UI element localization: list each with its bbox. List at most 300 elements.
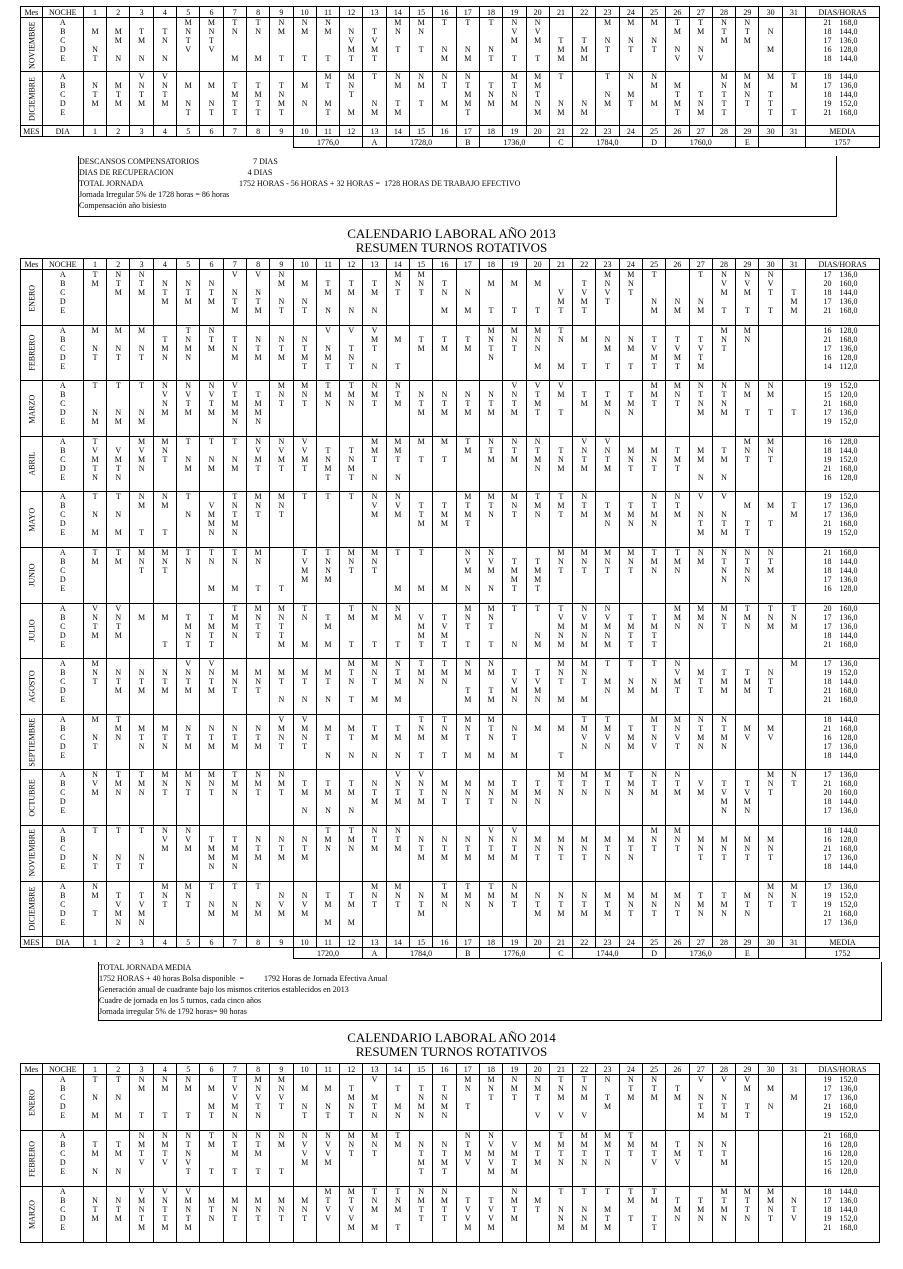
shift-cell: M N T (759, 436, 782, 492)
shift-cell: N T M (549, 881, 572, 937)
footer-day: 4 (153, 126, 176, 137)
shift-cell: M T N (479, 492, 502, 548)
col-header-day: 29 (736, 259, 759, 270)
shift-cell: T M N (503, 770, 526, 826)
shift-cell: N T M (293, 825, 316, 881)
shift-cell: N T M (130, 270, 153, 326)
month-label: DICIEMBRE (21, 881, 43, 937)
header-row (21, 259, 880, 270)
col-header-day: 2 (107, 1064, 130, 1075)
col-header-day: 8 (246, 7, 269, 18)
footer-day: 5 (177, 937, 200, 948)
shift-cell: M N T (736, 825, 759, 881)
shift-cell: T M (386, 1131, 409, 1187)
shift-cell: N T M T (246, 1131, 269, 1187)
month-row (21, 325, 880, 381)
footer-day: 10 (293, 937, 316, 948)
shift-cell: N M T (386, 603, 409, 659)
shift-cell: T M (433, 325, 456, 381)
shift-cell: M T (386, 325, 409, 381)
footer-day: 12 (340, 126, 363, 137)
subtotal-row (21, 948, 880, 959)
shift-cell: M N T M (549, 659, 572, 715)
col-header-day: 21 (549, 7, 572, 18)
shift-cell: V N T M (107, 603, 130, 659)
shift-cell: V N T M (573, 436, 596, 492)
shift-cell: T M M (433, 492, 456, 548)
shift-cell: N T M (456, 825, 479, 881)
shift-cell: T N M (223, 547, 246, 603)
shift-cell: V N T M (246, 270, 269, 326)
shift-cell: M N T (386, 270, 409, 326)
col-header-day: 18 (479, 259, 502, 270)
team-labels: A B C D E (42, 325, 83, 381)
shift-cell: N M (573, 72, 596, 126)
col-header-day: 22 (573, 7, 596, 18)
shift-cell: T N M (479, 72, 502, 126)
shift-cell: N T M N (526, 436, 549, 492)
shift-cell: M N T (293, 381, 316, 437)
shift-cell: M V M N (130, 436, 153, 492)
shift-cell: N V V M (293, 1131, 316, 1187)
shift-cell: T M N (456, 881, 479, 937)
shift-cell: N M T (363, 381, 386, 437)
shift-cell: N T M (83, 72, 106, 126)
footer-day: 17 (456, 126, 479, 137)
shift-cell: N T M (503, 436, 526, 492)
shift-cell: V V M T (293, 436, 316, 492)
shift-cell: M N T (83, 659, 106, 715)
shift-cell: V N T M (479, 825, 502, 881)
shift-cell: M M T N (596, 1131, 619, 1187)
shift-cell: T M N (666, 547, 689, 603)
shift-cell: T N M (223, 325, 246, 381)
month-label: FEBRERO (21, 325, 43, 381)
shift-cell: N T M (479, 381, 502, 437)
subtotal-blank (21, 948, 294, 959)
shift-cell: T N M (456, 18, 479, 72)
shift-cell: T M M T (526, 547, 549, 603)
shift-cell: T (270, 547, 293, 603)
col-header-day: 24 (619, 7, 642, 18)
shift-cell: M N T T M (270, 603, 293, 659)
shift-cell: N T M (573, 492, 596, 548)
shift-cell: T M (107, 547, 130, 603)
col-header-day: 18 (479, 1064, 502, 1075)
shift-cell: T M N (130, 18, 153, 72)
shift-cell: M N T (712, 603, 735, 659)
shift-cell: T N T (83, 825, 106, 881)
footer-day: 22 (573, 937, 596, 948)
shift-cell: M (433, 547, 456, 603)
col-header-day: 12 (340, 1064, 363, 1075)
col-header-day: 6 (200, 259, 223, 270)
shift-cell: T N M M (363, 1187, 386, 1243)
shift-cell: T M (782, 492, 805, 548)
shift-cell: T M N (712, 881, 735, 937)
month-totals: 18 144,0 17 136,0 18 144,0 19 152,0 21 168,0 (806, 72, 880, 126)
note-line: Generación anual de cuadrante bajo los mismos criterios establecidos en 2013 (99, 985, 349, 994)
shift-cell: T (340, 492, 363, 548)
shift-cell: N M T (410, 72, 433, 126)
shift-cell: V N T M (130, 72, 153, 126)
team-letter: E (736, 948, 759, 959)
col-header-day: 10 (293, 7, 316, 18)
shift-cell: N V M T (666, 659, 689, 715)
subtotal-blank (21, 137, 294, 148)
shift-cell: N V N M (153, 381, 176, 437)
shift-cell: M N T (107, 325, 130, 381)
shift-cell: T M N T (177, 603, 200, 659)
shift-cell: N T M (107, 659, 130, 715)
shift-cell: M N T (340, 547, 363, 603)
shift-cell: T M N (340, 825, 363, 881)
col-header-day: 11 (316, 259, 339, 270)
footer-day: 7 (223, 126, 246, 137)
shift-cell: M N T V (177, 18, 200, 72)
shift-cell: T M N (316, 270, 339, 326)
month-totals: 21 168,0 16 128,0 16 128,0 15 120,0 16 128,0 (806, 1131, 880, 1187)
shift-cell: T V V M (479, 1187, 502, 1243)
team-letter: D (642, 948, 665, 959)
shift-cell: N M T (619, 72, 642, 126)
shift-cell: T N M (246, 881, 269, 937)
col-header-day: 22 (573, 259, 596, 270)
shift-cell: T M N (619, 381, 642, 437)
shift-cell: N T M M T (456, 72, 479, 126)
shift-cell: N M T T (433, 1187, 456, 1243)
shift-cell: N M T (759, 381, 782, 437)
month-totals: 17 136,0 19 152,0 18 144,0 21 168,0 21 168,0 (806, 659, 880, 715)
shift-cell: N T V (782, 1187, 805, 1243)
shift-cell: T N M N (433, 1075, 456, 1131)
shift-cell: V N T M (712, 1075, 735, 1131)
shift-cell: M T N (316, 714, 339, 770)
shift-cell: T M M (736, 659, 759, 715)
col-header-day: 10 (293, 1064, 316, 1075)
col-header-day: 9 (270, 1064, 293, 1075)
shift-cell: T V M T (642, 325, 665, 381)
subtitle-2014: RESUMEN TURNOS ROTATIVOS (355, 1044, 548, 1059)
shift-cell: T M N (596, 659, 619, 715)
team-labels: A B C D E (42, 18, 83, 72)
shift-cell: M N T (363, 881, 386, 937)
shift-cell: N M T (503, 881, 526, 937)
col-header-day: 1 (83, 7, 106, 18)
shift-cell: N V M (83, 770, 106, 826)
shift-cell: T M N (107, 1131, 130, 1187)
shift-cell: T M (456, 325, 479, 381)
shift-cell: M N T (596, 547, 619, 603)
col-header-day: 18 (479, 7, 502, 18)
shift-cell: M N T (200, 770, 223, 826)
shift-cell: M N T (712, 825, 735, 881)
shift-cell: M M N (107, 18, 130, 72)
col-header-day: 25 (642, 7, 665, 18)
shift-cell (782, 714, 805, 770)
shift-cell: M T T (689, 659, 712, 715)
team-labels: A B C D E (42, 547, 83, 603)
shift-cell: N T M (363, 770, 386, 826)
shift-cell: M N T (573, 547, 596, 603)
title-2014: CALENDARIO LABORAL AÑO 2014 (347, 1030, 556, 1045)
col-header-day: 8 (246, 1064, 269, 1075)
footer-day: 19 (503, 937, 526, 948)
month-row (21, 603, 880, 659)
shift-cell: M T T T (759, 72, 782, 126)
shift-cell: M N T (549, 825, 572, 881)
col-header-day: 29 (736, 7, 759, 18)
team-subtotal: 1744,0 (573, 948, 643, 959)
shift-cell: T M V N (573, 714, 596, 770)
shift-cell: N M T (270, 770, 293, 826)
footer-day: 27 (689, 937, 712, 948)
shift-cell: N T M (386, 825, 409, 881)
team-letter: A (363, 137, 386, 148)
shift-cell: T N M (549, 436, 572, 492)
shift-cell: N T M (270, 325, 293, 381)
shift-cell: T M N (340, 270, 363, 326)
footer-media: MEDIA (806, 126, 880, 137)
shift-cell: M N T (503, 492, 526, 548)
shift-cell: T M T (666, 436, 689, 492)
team-letter: B (456, 137, 479, 148)
col-header-day: 5 (177, 7, 200, 18)
team-labels: A B C D E (42, 72, 83, 126)
col-header-day: 12 (340, 259, 363, 270)
col-header-dias-horas: DIAS/HORAS (806, 259, 880, 270)
shift-cell: M M N T (736, 72, 759, 126)
footer-day: 3 (130, 126, 153, 137)
shift-cell: M N T (153, 436, 176, 492)
footer-day: 21 (549, 126, 572, 137)
shift-cell: N V M T (246, 436, 269, 492)
team-labels: A B C D E (42, 714, 83, 770)
shift-cell: T N N M (573, 1187, 596, 1243)
col-header-day: 3 (130, 1064, 153, 1075)
team-subtotal: 1776,0 (293, 137, 363, 148)
month-totals: 16 128,0 21 168,0 17 136,0 16 128,0 14 112,0 (806, 325, 880, 381)
footer-day: 6 (200, 937, 223, 948)
shift-cell: N M T (363, 603, 386, 659)
col-header-day: 19 (503, 1064, 526, 1075)
shift-cell: T M (456, 436, 479, 492)
team-labels: A B C D E (42, 436, 83, 492)
shift-cell: N V M T (503, 18, 526, 72)
shift-cell: M N T (619, 270, 642, 326)
shift-cell: M N T (177, 72, 200, 126)
shift-cell: M T (153, 603, 176, 659)
shift-cell: N M (689, 547, 712, 603)
col-header-dias-horas: DIAS/HORAS (806, 7, 880, 18)
footer-day: 24 (619, 126, 642, 137)
shift-cell: M N T (293, 270, 316, 326)
col-header-day: 30 (759, 1064, 782, 1075)
shift-cell: T M N (666, 1187, 689, 1243)
shift-cell (759, 325, 782, 381)
month-label: FEBRERO (21, 1131, 43, 1187)
shift-cell: T N M (223, 881, 246, 937)
col-header-day: 23 (596, 1064, 619, 1075)
col-header-day: 4 (153, 7, 176, 18)
month-row (21, 436, 880, 492)
shift-cell: M T V V M (340, 1187, 363, 1243)
shift-cell: M T V (642, 1131, 665, 1187)
shift-cell: M T (526, 1187, 549, 1243)
shift-cell: T N M (223, 436, 246, 492)
col-header-day: 17 (456, 259, 479, 270)
notes-2012 (78, 156, 837, 217)
shift-cell: T M N (479, 881, 502, 937)
shift-cell: N M M (642, 72, 665, 126)
footer-day: 26 (666, 126, 689, 137)
month-totals: 20 160,0 17 136,0 17 136,0 18 144,0 21 168,0 (806, 603, 880, 659)
shift-cell: V M M N (200, 492, 223, 548)
shift-cell: V M (689, 770, 712, 826)
shift-cell: M T (526, 270, 549, 326)
footer-day: 17 (456, 937, 479, 948)
shift-cell: T M M (782, 270, 805, 326)
month-totals: 19 152,0 17 136,0 17 136,0 21 168,0 19 152,0 (806, 492, 880, 548)
col-header-day: 28 (712, 259, 735, 270)
col-header-day: 7 (223, 1064, 246, 1075)
shift-cell: M T N V (642, 714, 665, 770)
shift-cell: T M N V (689, 18, 712, 72)
month-row (21, 492, 880, 548)
shift-cell: V M T N (363, 325, 386, 381)
shift-cell: M N T T (479, 603, 502, 659)
shift-cell: M N T (642, 18, 665, 72)
col-header-day: 7 (223, 259, 246, 270)
shift-cell: N V M N M (573, 603, 596, 659)
shift-cell: N T M T (433, 1131, 456, 1187)
shift-cell: T V M N (712, 770, 735, 826)
shift-cell: N T M (596, 1075, 619, 1131)
shift-cell: T M T M (596, 1187, 619, 1243)
shift-cell: T M N (363, 714, 386, 770)
shift-cell: T M T T (619, 603, 642, 659)
shift-cell: T M N (410, 659, 433, 715)
col-header-day: 15 (410, 7, 433, 18)
shift-cell: N T M (666, 492, 689, 548)
shift-cell: T N M (782, 603, 805, 659)
shift-cell: N T M (410, 881, 433, 937)
shift-cell: V N T M (200, 659, 223, 715)
shift-cell: T N N M (549, 1187, 572, 1243)
shift-cell: M T N (596, 770, 619, 826)
col-header-day: 1 (83, 259, 106, 270)
team-labels: A B C D E (42, 492, 83, 548)
shift-cell: N M T (153, 492, 176, 548)
shift-cell: N M T (619, 325, 642, 381)
shift-cell: N T M (363, 825, 386, 881)
shift-cell: T N M (526, 603, 549, 659)
month-label: DICIEMBRE (21, 72, 43, 126)
shift-cell: T V M T (573, 270, 596, 326)
shift-cell: N M (666, 270, 689, 326)
footer-day: 19 (503, 126, 526, 137)
shift-cell: T (316, 492, 339, 548)
shift-cell: N V M (386, 492, 409, 548)
shift-cell: N T M (759, 547, 782, 603)
footer-day: 16 (433, 126, 456, 137)
footer-day: 31 (782, 937, 805, 948)
shift-cell: T N M T (316, 436, 339, 492)
shift-cell: V N T T M (153, 1187, 176, 1243)
shift-cell: N T M T (223, 1131, 246, 1187)
shift-cell: V M T M (503, 1131, 526, 1187)
shift-cell: T T M (410, 492, 433, 548)
col-header-day: 15 (410, 259, 433, 270)
month-totals: 19 152,0 15 120,0 21 168,0 17 136,0 19 152,0 (806, 381, 880, 437)
shift-cell: T M M (316, 881, 339, 937)
shift-cell: M T T (736, 492, 759, 548)
shift-cell: T N M (689, 72, 712, 126)
shift-cell: M N T (293, 1187, 316, 1243)
shift-cell: M T N (316, 659, 339, 715)
shift-cell: M N T (153, 770, 176, 826)
shift-cell: M N T (479, 770, 502, 826)
col-header-day: 4 (153, 259, 176, 270)
shift-cell: T V T M (689, 325, 712, 381)
shift-cell: N V V M (316, 1131, 339, 1187)
col-header-day: 13 (363, 259, 386, 270)
shift-cell: N T M (666, 770, 689, 826)
shift-cell: M N T (526, 825, 549, 881)
shift-cell: T V M N (107, 881, 130, 937)
shift-cell: N M T V (130, 1131, 153, 1187)
col-header-day: 21 (549, 259, 572, 270)
footer-day: 25 (642, 126, 665, 137)
shift-cell: M T N (130, 714, 153, 770)
shift-cell: V M T N (363, 1075, 386, 1131)
footer-day: 23 (596, 937, 619, 948)
shift-cell: M T (759, 492, 782, 548)
shift-cell: M N T (619, 547, 642, 603)
shift-cell: T M T (340, 603, 363, 659)
shift-cell: M N V T (596, 270, 619, 326)
shift-cell: V N T M (83, 603, 106, 659)
month-label: NOVIEMBRE (21, 18, 43, 72)
footer-day: 11 (316, 126, 339, 137)
shift-cell: N M T (596, 325, 619, 381)
col-header-day: 26 (666, 7, 689, 18)
shift-cell: N T M (107, 270, 130, 326)
shift-cell: M T N (200, 1187, 223, 1243)
col-header-noche: NOCHE (42, 7, 83, 18)
shift-cell: T M M (340, 881, 363, 937)
shift-cell: M T N (340, 714, 363, 770)
shift-cell: M (782, 659, 805, 715)
note-line: TOTAL JORNADA 1752 HORAS - 56 HORAS + 32 HORAS = 1728 HORAS DE TRABAJO EFECTIVO (79, 179, 521, 188)
footer-day: 12 (340, 937, 363, 948)
col-header-day: 25 (642, 259, 665, 270)
shift-cell: T M N (619, 492, 642, 548)
shift-cell: M M T N (573, 1131, 596, 1187)
shift-cell: N T M (433, 825, 456, 881)
col-header-day: 23 (596, 259, 619, 270)
month-label: ENERO (21, 270, 43, 326)
shift-cell: T N M T (340, 436, 363, 492)
col-header-dias-horas: DIAS/HORAS (806, 1064, 880, 1075)
footer-row (21, 937, 880, 948)
calendar-table-2014 (20, 1063, 880, 1243)
shift-cell: M N T N (479, 325, 502, 381)
team-letter: A (363, 948, 386, 959)
shift-cell: T N T (479, 18, 502, 72)
shift-cell: N T M (200, 325, 223, 381)
month-row (21, 659, 880, 715)
